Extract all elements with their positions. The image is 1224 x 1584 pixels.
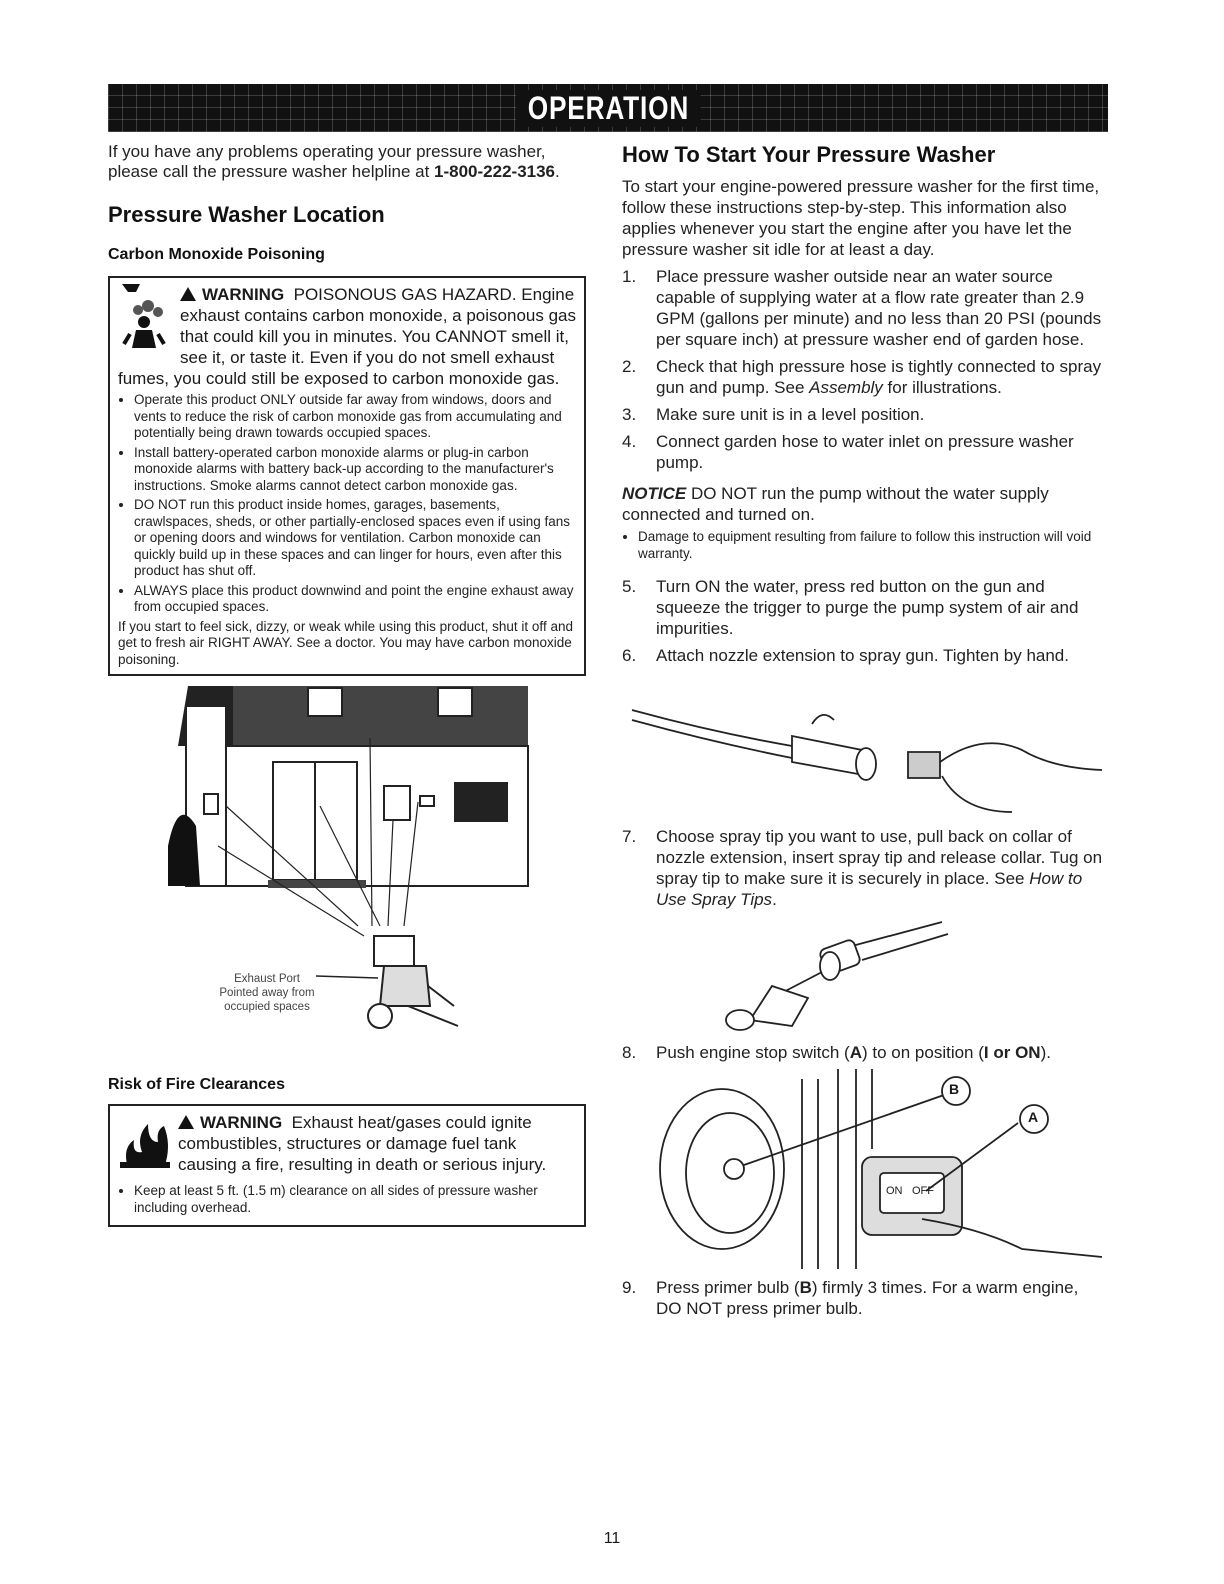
fire-warning-label: WARNING	[200, 1113, 283, 1132]
list-item: • ALWAYS place this product downwind and point the engine exhaust away from occupied spaces.	[134, 583, 576, 616]
step-text	[656, 826, 1108, 910]
step-text: Attach nozzle extension to spray gun. Tighten by hand.	[656, 646, 1069, 665]
step-text-post: ) firmly 3 times. For a warm engine, DO NOT press primer bulb.	[656, 1278, 1079, 1318]
step-text: Make sure unit is in a level position.	[656, 405, 925, 424]
step-text-mid: ) to on position (	[862, 1043, 984, 1062]
fire-heading: Risk of Fire Clearances	[108, 1076, 285, 1093]
step-number: 7.	[622, 827, 637, 846]
start-heading: How To Start Your Pressure Washer	[622, 142, 996, 167]
notice-label: NOTICE	[622, 484, 687, 503]
helpline-text: If you have any problems operating your pressure washer, please call the pressure washer helpline at	[108, 142, 546, 181]
step-item	[622, 826, 1108, 910]
spray-tips-reference: How to Use Spray Tips	[656, 869, 1083, 909]
list-item: • Keep at least 5 ft. (1.5 m) clearance on all sides of pressure washer including overhead.	[134, 1183, 576, 1216]
helpline-phone: 1-800-222-3136	[434, 162, 556, 181]
fire-hazard-icon	[118, 1112, 178, 1172]
callout-b: B	[949, 1081, 960, 1097]
step-number: 3.	[622, 405, 637, 424]
engine-switch-figure	[622, 1069, 1108, 1269]
notice-text: DO NOT run the pump without the water supply connected and turned on.	[622, 484, 1049, 524]
section-banner	[108, 84, 1108, 132]
step-text: Connect garden hose to water inlet on pressure washer pump.	[656, 432, 1074, 472]
fire-warning-bullets	[118, 1183, 576, 1216]
step-text: Turn ON the water, press red button on the gun and squeeze the trigger to purge the pump system of air and impurities.	[656, 577, 1079, 638]
co-warning-text: POISONOUS GAS HAZARD. Engine exhaust contains carbon monoxide, a poisonous gas that could kill you in minutes. You CANNOT smell it, see it, or taste it. Even if you do not smell exhaust fumes, you could still be exposed to carbon monoxide gas.	[118, 285, 576, 388]
switch-off-label: OFF	[912, 1185, 934, 1197]
caption-line: Pointed away from	[219, 987, 315, 999]
step-number: 1.	[622, 267, 637, 286]
list-item: • DO NOT run this product inside homes, garages, basements, crawlspaces, sheds, or other partially-enclosed spaces even if using fans or opening doors and windows for ventilation. Carbon monoxide can quickly build up in these spaces and can linger for hours, even after this product has shut off.	[134, 497, 576, 580]
primer-label-b: B	[799, 1278, 812, 1297]
warning-triangle-icon	[178, 1115, 194, 1129]
notice-paragraph	[622, 483, 1108, 525]
co-warning-footer: If you start to feel sick, dizzy, or weak while using this product, shut it off and get to fresh air RIGHT AWAY. See a doctor. You may have carbon monoxide poisoning.	[118, 618, 573, 667]
switch-label-a: A	[849, 1043, 862, 1062]
helpline-end: .	[555, 162, 560, 181]
right-column	[622, 142, 1108, 1325]
spray-tip-figure	[622, 916, 1108, 1036]
fire-warning-box	[108, 1104, 586, 1227]
step-text	[656, 356, 1108, 398]
co-heading: Carbon Monoxide Poisoning	[108, 246, 325, 263]
steps-list-e	[622, 1277, 1108, 1319]
fire-warning-lead	[118, 1112, 576, 1175]
step-item	[622, 431, 1108, 473]
caption-line: occupied spaces	[224, 1001, 310, 1013]
step-item	[622, 645, 1108, 666]
step-text: Place pressure washer outside near an water source capable of supplying water at a flow rate greater than 2.9 GPM (gallons per minute) and no less than 20 PSI (pounds per square inch) at pressure washer end of garden hose.	[656, 267, 1102, 349]
notice-bullets	[622, 529, 1108, 562]
step-item	[622, 1042, 1108, 1063]
caption-line: Exhaust Port	[234, 973, 300, 985]
step-text-pre: Check that high pressure hose is tightly connected to spray gun and pump. See	[656, 357, 1102, 397]
location-heading: Pressure Washer Location	[108, 202, 385, 227]
step-text-post: for illustrations.	[882, 378, 1002, 397]
steps-list-c	[622, 826, 1108, 910]
step-number: 4.	[622, 432, 637, 451]
page-number: 11	[603, 1530, 621, 1547]
start-intro: To start your engine-powered pressure washer for the first time, follow these instructions step-by-step. This information also applies whenever you start the engine after you have let the pressure washer sit idle for at least a day.	[622, 177, 1100, 259]
step-number: 8.	[622, 1043, 637, 1062]
step-item	[622, 1277, 1108, 1319]
steps-list-d	[622, 1042, 1108, 1063]
assembly-reference: Assembly	[809, 378, 883, 397]
co-warning-lead	[118, 284, 576, 389]
callout-a: A	[1028, 1109, 1039, 1125]
step-text	[656, 1277, 1108, 1319]
switch-on-label: ON	[886, 1185, 903, 1197]
step-text-pre: Push engine stop switch (	[656, 1043, 850, 1062]
step-text-pre: Press primer bulb (	[656, 1278, 800, 1297]
section-title: OPERATION	[516, 90, 700, 127]
step-text-end: .	[772, 890, 777, 909]
exhaust-caption	[212, 972, 322, 1014]
helpline-paragraph	[108, 142, 586, 182]
co-warning-label: WARNING	[202, 285, 285, 304]
nozzle-extension-figure	[622, 672, 1108, 822]
co-warning-bullets	[118, 392, 576, 616]
warning-triangle-icon	[180, 287, 196, 301]
step-item	[622, 266, 1108, 350]
steps-list-b	[622, 576, 1108, 666]
left-column	[108, 142, 586, 1227]
step-number: 9.	[622, 1278, 637, 1297]
step-text	[656, 1042, 1051, 1063]
step-number: 2.	[622, 357, 637, 376]
step-number: 6.	[622, 646, 637, 665]
step-item	[622, 576, 1108, 639]
list-item: • Install battery-operated carbon monoxide alarms or plug-in carbon monoxide alarms with battery back-up according to the manufacturer's instructions. Smoke alarms cannot detect carbon monoxide gas.	[134, 445, 576, 495]
step-number: 5.	[622, 577, 637, 596]
step-text-main: Choose spray tip you want to use, pull back on collar of nozzle extension, insert spray tip and release collar. Tug on spray tip to make sure it is securely in place. See	[656, 827, 1103, 888]
gas-hazard-icon	[118, 284, 180, 358]
co-warning-box	[108, 276, 586, 676]
fire-warning-text: Exhaust heat/gases could ignite combustibles, structures or damage fuel tank causing a fire, resulting in death or serious injury.	[178, 1113, 547, 1174]
list-item: • Damage to equipment resulting from failure to follow this instruction will void warranty.	[638, 529, 1108, 562]
steps-list-a	[622, 266, 1108, 473]
list-item: • Operate this product ONLY outside far away from windows, doors and vents to reduce the risk of carbon monoxide gas from accumulating and potentially being drawn towards occupied spaces.	[134, 392, 576, 442]
step-item	[622, 404, 1108, 425]
house-exhaust-illustration	[108, 686, 586, 1046]
step-text-end: ).	[1040, 1043, 1051, 1062]
on-position-label: I or ON	[983, 1043, 1041, 1062]
step-item	[622, 356, 1108, 398]
